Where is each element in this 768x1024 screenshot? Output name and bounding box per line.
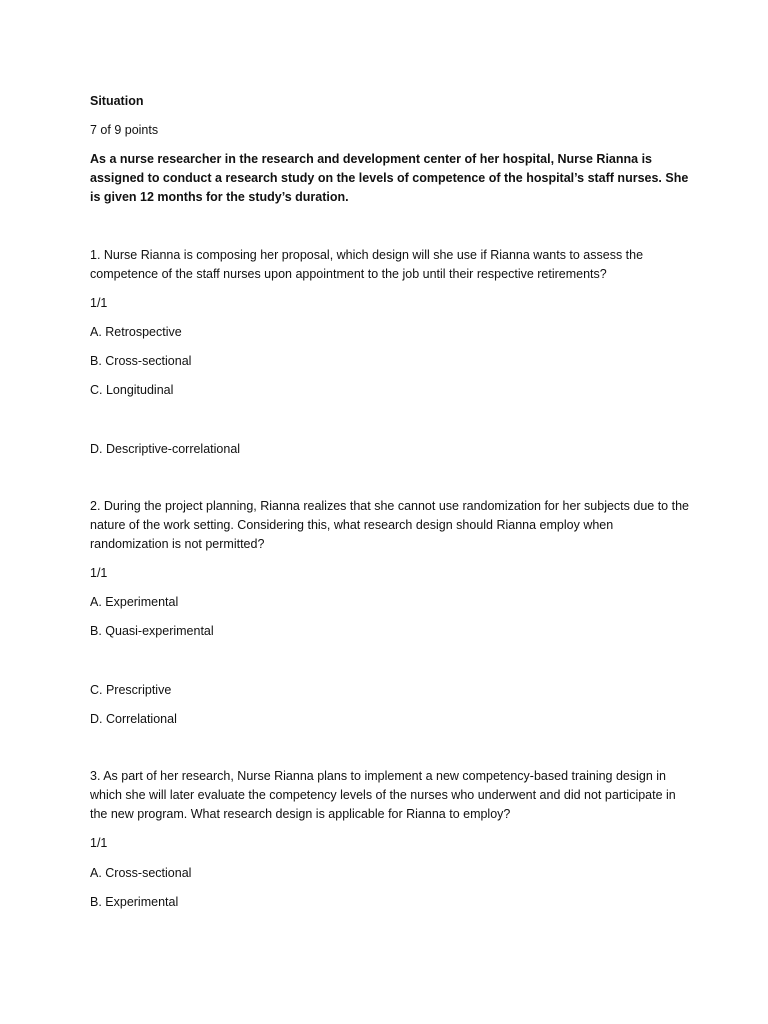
points-score: 7 of 9 points	[90, 123, 159, 137]
situation-text: As a nurse researcher in the research and development center of her hospital, Nurse Rianna is assigned to conduct a research study on the levels of competence of the hospital’s staff nurses. She is given 12 months for the study’s duration.	[90, 152, 689, 204]
question-2-option-a: A. Experimental	[90, 595, 179, 609]
question-2-option-d: D. Correlational	[90, 712, 177, 726]
question-3-text: 3. As part of her research, Nurse Rianna plans to implement a new competency-based training design in which she will later evaluate the competency levels of the nurses who underwent and did not participate in the new program. What research design is applicable for Rianna to employ?	[90, 769, 676, 821]
question-1-score: 1/1	[90, 296, 108, 310]
question-1-option-b: B. Cross-sectional	[90, 354, 192, 368]
question-3-option-a: A. Cross-sectional	[90, 866, 192, 880]
situation-title: Situation	[90, 94, 144, 108]
question-3-option-b: B. Experimental	[90, 895, 179, 909]
question-2-option-c: C. Prescriptive	[90, 683, 172, 697]
question-3-score: 1/1	[90, 836, 108, 850]
question-2-option-b: B. Quasi-experimental	[90, 624, 214, 638]
question-2-score: 1/1	[90, 566, 108, 580]
question-1-text: 1. Nurse Rianna is composing her proposal, which design will she use if Rianna wants to assess the competence of the staff nurses upon appointment to the job until their respective retirements?	[90, 248, 644, 281]
question-2-text: 2. During the project planning, Rianna realizes that she cannot use randomization for her subjects due to the nature of the work setting. Considering this, what research design should Rianna employ when randomization is not permitted?	[90, 499, 689, 551]
question-1-option-a: A. Retrospective	[90, 325, 182, 339]
question-1-option-d: D. Descriptive-correlational	[90, 442, 241, 456]
question-1-option-c: C. Longitudinal	[90, 383, 174, 397]
